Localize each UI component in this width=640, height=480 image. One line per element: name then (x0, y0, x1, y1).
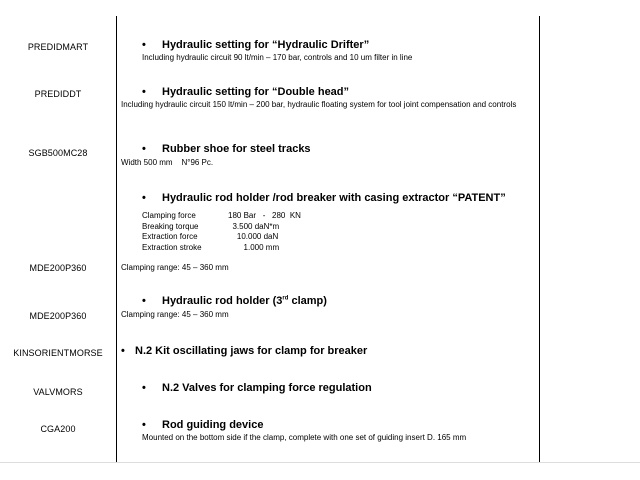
item-code: VALVMORS (33, 387, 83, 397)
item-title: • Hydraulic setting for “Double head” (142, 86, 350, 98)
item-description: Width 500 mm N°96 Pc. (121, 158, 214, 167)
item-title: • Hydraulic setting for “Hydraulic Drifter” (142, 39, 370, 51)
bullet-icon: • (142, 382, 146, 394)
item-title: • Rubber shoe for steel tracks (142, 143, 311, 155)
item-description: Mounted on the bottom side if the clamp, complete with one set of guiding insert D. 165 mm (142, 433, 467, 442)
item-description: Including hydraulic circuit 90 lt/min – 170 bar, controls and 10 um filter in line (142, 53, 413, 62)
item-code: KINSORIENTMORSE (13, 348, 103, 358)
bullet-icon: • (142, 86, 146, 98)
item-title: • N.2 Kit oscillating jaws for clamp for breaker (121, 345, 368, 357)
item-description: Clamping range: 45 – 360 mm (121, 263, 229, 272)
bullet-icon: • (142, 143, 146, 155)
item-code: PREDIDDT (34, 89, 82, 99)
item-code: MDE200P360 (29, 263, 87, 273)
item-title: • Hydraulic rod holder (3rd clamp) (142, 295, 327, 307)
item-code: SGB500MC28 (28, 148, 88, 158)
item-title: • Hydraulic rod holder /rod breaker with casing extractor “PATENT” (142, 192, 506, 204)
spec-breaking-torque: Breaking torque 3.500 daN*m (142, 222, 280, 231)
bottom-rule (0, 462, 640, 463)
spec-extraction-stroke: Extraction stroke 1.000 mm (142, 243, 280, 252)
item-title: • Rod guiding device (142, 419, 264, 431)
column-divider-right (539, 16, 540, 462)
bullet-icon: • (142, 419, 146, 431)
item-code: MDE200P360 (29, 311, 87, 321)
bullet-icon: • (142, 295, 146, 307)
bullet-icon: • (142, 192, 146, 204)
spec-extraction-force: Extraction force 10.000 daN (142, 232, 279, 241)
bullet-icon: • (142, 39, 146, 51)
column-divider-left (116, 16, 117, 462)
item-description: Clamping range: 45 – 360 mm (121, 310, 229, 319)
bullet-icon: • (121, 345, 125, 357)
item-code: CGA200 (40, 424, 76, 434)
item-title: • N.2 Valves for clamping force regulation (142, 382, 372, 394)
item-description: Including hydraulic circuit 150 lt/min – 200 bar, hydraulic floating system for tool joint compensation and controls (121, 100, 517, 109)
spec-clamping-force: Clamping force 180 Bar - 280 KN (142, 211, 301, 220)
item-code: PREDIDMART (27, 42, 89, 52)
